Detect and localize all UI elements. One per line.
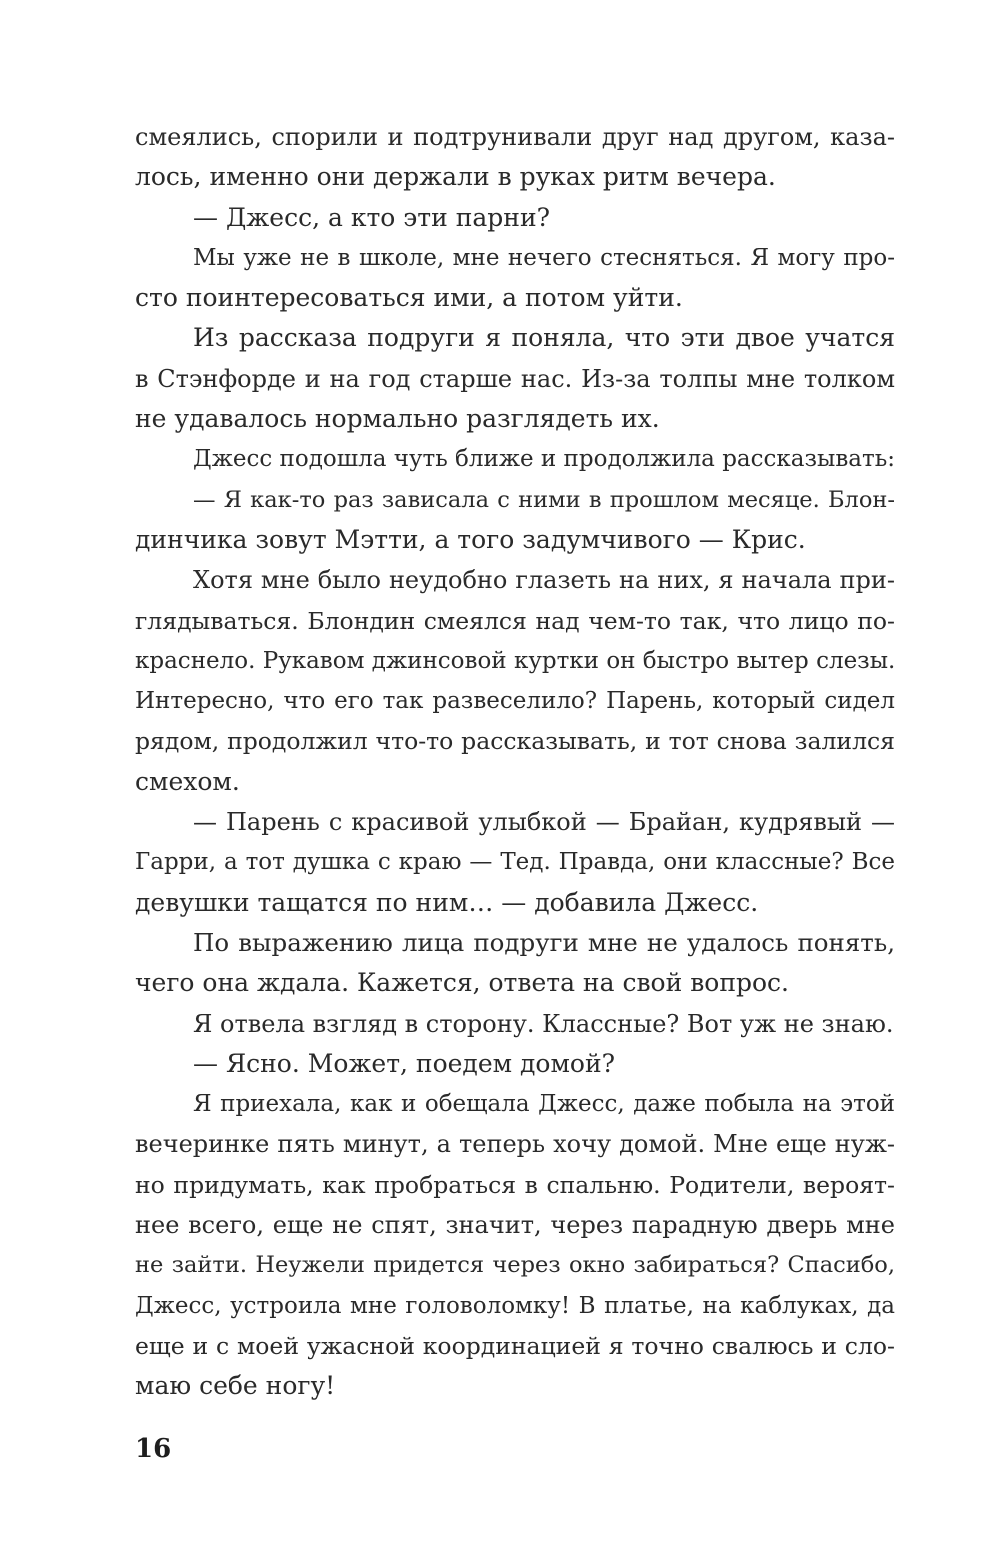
- text-line: Из рассказа подруги я поняла, что эти двое учатся: [193, 323, 895, 353]
- text-line: девушки тащатся по ним… — добавила Джесс.: [135, 887, 759, 917]
- text-line: краснело. Рукавом джинсовой куртки он быстро вытер слезы.: [135, 647, 896, 674]
- text-line: Я отвела взгляд в сторону. Классные? Вот уж не знаю.: [193, 1009, 894, 1038]
- text-line: — Я как-то раз зависала с ними в прошлом месяце. Блон-: [193, 486, 895, 513]
- text-line: смеялись, спорили и подтрунивали друг над другом, каза-: [135, 123, 895, 151]
- text-line: Мы уже не в школе, мне нечего стесняться. Я могу про-: [193, 244, 895, 271]
- text-line: динчика зовут Мэтти, а того задумчивого — Крис.: [135, 524, 806, 554]
- text-line: в Стэнфорде и на год старше нас. Из-за толпы мне толком: [135, 364, 895, 393]
- body-text: [135, 117, 895, 1407]
- text-line: вечеринке пять минут, а теперь хочу домой. Мне еще нуж-: [135, 1130, 895, 1159]
- text-line: не зайти. Неужели придется через окно забираться? Спасибо,: [135, 1252, 895, 1279]
- text-line: По выражению лица подруги мне не удалось понять,: [193, 927, 895, 957]
- text-line: смехом.: [135, 766, 240, 796]
- text-line: сто поинтересоваться ими, а потом уйти.: [135, 283, 683, 313]
- page-number: 16: [135, 1434, 172, 1464]
- text-line: Я приехала, как и обещала Джесс, даже побыла на этой: [193, 1091, 895, 1118]
- text-line: не удавалось нормально разглядеть их.: [135, 404, 660, 434]
- text-line: чего она ждала. Кажется, ответа на свой вопрос.: [135, 968, 789, 998]
- text-line: Интересно, что его так развеселило? Парень, который сидел: [135, 688, 895, 715]
- text-line: глядываться. Блондин смеялся над чем-то так, что лицо по-: [135, 606, 895, 635]
- text-line: — Ясно. Может, поедем домой?: [193, 1048, 616, 1078]
- text-line: еще и с моей ужасной координацией я точно свалюсь и сло-: [135, 1331, 895, 1360]
- text-line: Хотя мне было неудобно глазеть на них, я начала при-: [193, 566, 895, 595]
- text-line: — Парень с красивой улыбкой — Брайан, кудрявый —: [193, 808, 895, 837]
- text-line: Гарри, а тот душка с краю — Тед. Правда, они классные? Все: [135, 849, 895, 876]
- text-line: нее всего, еще не спят, значит, через парадную дверь мне: [135, 1211, 895, 1240]
- text-line: но придумать, как пробраться в спальню. Родители, вероят-: [135, 1170, 895, 1199]
- text-line: — Джесс, а кто эти парни?: [193, 202, 551, 232]
- text-line: маю себе ногу!: [135, 1371, 336, 1401]
- text-line: рядом, продолжил что-то рассказывать, и тот снова залился: [135, 727, 895, 756]
- text-line: лось, именно они держали в руках ритм вечера.: [135, 162, 776, 192]
- text-line: Джесс подошла чуть ближе и продолжила рассказывать:: [193, 446, 895, 473]
- text-line: Джесс, устроила мне головоломку! В платье, на каблуках, да: [135, 1292, 895, 1319]
